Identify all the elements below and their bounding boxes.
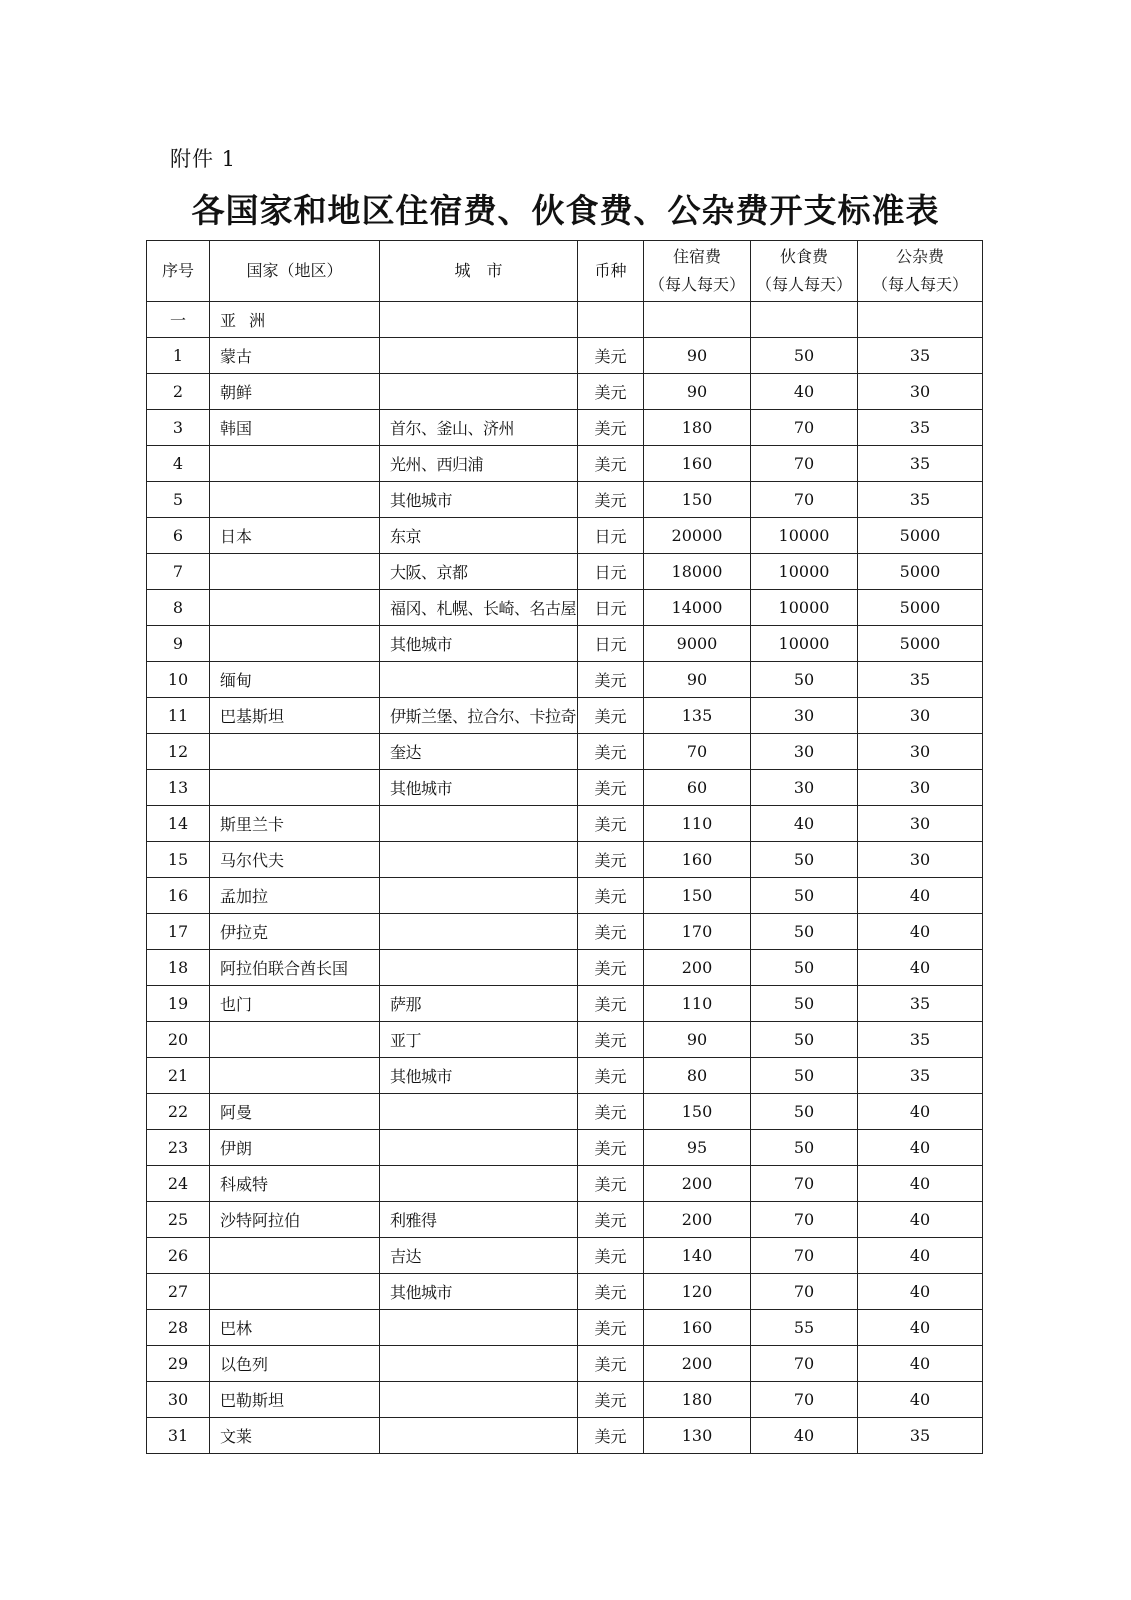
cell-meals: 70 [751,1202,858,1238]
cell-city: 大阪、京都 [380,554,578,590]
cell-country [210,446,380,482]
cell-misc: 40 [858,878,983,914]
cell-meals: 50 [751,662,858,698]
cell-misc: 40 [858,1310,983,1346]
cell-currency: 美元 [578,1202,644,1238]
header-meals [751,241,858,302]
cell-meals: 30 [751,770,858,806]
cell-city [380,806,578,842]
cell-index: 13 [147,770,210,806]
header-country: 国家（地区） [210,241,380,302]
cell-index: 8 [147,590,210,626]
cell-misc: 35 [858,1022,983,1058]
cell-city [380,1310,578,1346]
cell-index: 18 [147,950,210,986]
cell-meals: 30 [751,734,858,770]
header-lodging-label: 住宿费 [672,247,721,266]
table-row [147,1166,983,1202]
cell-lodging: 90 [644,662,751,698]
cell-meals: 70 [751,1346,858,1382]
cell-country: 伊拉克 [210,914,380,950]
cell-city: 亚丁 [380,1022,578,1058]
cell-misc: 5000 [858,518,983,554]
cell-country [210,1274,380,1310]
cell-lodging: 18000 [644,554,751,590]
cell-city [380,1346,578,1382]
cell-city [380,1382,578,1418]
cell-misc: 40 [858,950,983,986]
cell-currency: 美元 [578,842,644,878]
cell-currency: 美元 [578,878,644,914]
cell-misc: 35 [858,410,983,446]
cell-meals: 10000 [751,626,858,662]
table-row [147,734,983,770]
cell-misc: 5000 [858,554,983,590]
cell-lodging: 9000 [644,626,751,662]
cell-index: 14 [147,806,210,842]
cell-meals: 40 [751,374,858,410]
table-row [147,806,983,842]
cell-city: 光州、西归浦 [380,446,578,482]
table-row [147,878,983,914]
cell-country [210,770,380,806]
cell-meals: 50 [751,338,858,374]
cell-lodging: 110 [644,806,751,842]
cell-currency: 美元 [578,446,644,482]
cell-index: 21 [147,1058,210,1094]
cell-misc: 40 [858,1238,983,1274]
cell-country: 阿拉伯联合酋长国 [210,950,380,986]
cell-index: 一 [147,302,210,338]
cell-lodging: 90 [644,1022,751,1058]
cell-city: 其他城市 [380,1274,578,1310]
cell-meals: 50 [751,1058,858,1094]
cell-currency: 美元 [578,1094,644,1130]
cell-country: 孟加拉 [210,878,380,914]
cell-city [380,1166,578,1202]
table-header-row [147,241,983,302]
cell-currency: 美元 [578,698,644,734]
cell-lodging: 150 [644,482,751,518]
cell-misc: 35 [858,986,983,1022]
cell-index: 11 [147,698,210,734]
cell-city [380,914,578,950]
cell-currency: 美元 [578,806,644,842]
cell-lodging: 95 [644,1130,751,1166]
cell-lodging: 90 [644,374,751,410]
cell-lodging: 110 [644,986,751,1022]
cell-city: 首尔、釜山、济州 [380,410,578,446]
table-row [147,1022,983,1058]
cell-city [380,374,578,410]
cell-country: 也门 [210,986,380,1022]
cell-index: 5 [147,482,210,518]
cell-city: 吉达 [380,1238,578,1274]
table-row [147,986,983,1022]
cell-lodging: 80 [644,1058,751,1094]
cell-city: 东京 [380,518,578,554]
cell-index: 16 [147,878,210,914]
cell-country: 阿曼 [210,1094,380,1130]
cell-lodging: 20000 [644,518,751,554]
cell-country [210,1238,380,1274]
table-row [147,1346,983,1382]
cell-country [210,590,380,626]
cell-index: 23 [147,1130,210,1166]
cell-misc: 5000 [858,626,983,662]
cell-lodging: 135 [644,698,751,734]
cell-meals: 70 [751,1382,858,1418]
cell-meals: 70 [751,1274,858,1310]
cell-lodging: 160 [644,1310,751,1346]
table-row [147,302,983,338]
cell-index: 30 [147,1382,210,1418]
cell-country: 科威特 [210,1166,380,1202]
table-row [147,1058,983,1094]
cell-currency: 美元 [578,374,644,410]
table-row [147,842,983,878]
cell-city [380,878,578,914]
cell-meals: 50 [751,950,858,986]
header-meals-sub: （每人每天） [755,275,852,294]
cell-currency: 美元 [578,950,644,986]
cell-index: 26 [147,1238,210,1274]
cell-index: 17 [147,914,210,950]
cell-meals: 70 [751,482,858,518]
cell-lodging: 200 [644,1346,751,1382]
header-lodging-sub: （每人每天） [648,275,745,294]
cell-meals: 10000 [751,590,858,626]
cell-misc: 30 [858,734,983,770]
cell-meals: 50 [751,914,858,950]
header-meals-label: 伙食费 [779,247,828,266]
cell-currency: 美元 [578,986,644,1022]
cell-currency: 美元 [578,1166,644,1202]
cell-currency: 美元 [578,1022,644,1058]
cell-meals: 70 [751,410,858,446]
standards-table-container [146,240,982,1454]
table-row [147,1094,983,1130]
cell-misc: 35 [858,1058,983,1094]
cell-currency: 美元 [578,1058,644,1094]
cell-city [380,338,578,374]
cell-misc: 35 [858,662,983,698]
cell-country: 斯里兰卡 [210,806,380,842]
cell-lodging: 90 [644,338,751,374]
cell-meals: 50 [751,842,858,878]
cell-index: 27 [147,1274,210,1310]
cell-country: 巴勒斯坦 [210,1382,380,1418]
cell-misc: 30 [858,374,983,410]
cell-lodging: 160 [644,842,751,878]
cell-meals: 50 [751,1130,858,1166]
cell-misc: 40 [858,1166,983,1202]
cell-lodging: 14000 [644,590,751,626]
header-index: 序号 [147,241,210,302]
cell-index: 1 [147,338,210,374]
cell-lodging: 180 [644,1382,751,1418]
standards-table [146,240,983,1454]
cell-misc: 40 [858,1274,983,1310]
cell-lodging: 120 [644,1274,751,1310]
cell-currency: 美元 [578,1274,644,1310]
cell-index: 6 [147,518,210,554]
table-row [147,554,983,590]
table-row [147,626,983,662]
cell-meals: 10000 [751,518,858,554]
table-row [147,1418,983,1454]
cell-country: 以色列 [210,1346,380,1382]
cell-currency: 美元 [578,914,644,950]
cell-country: 巴林 [210,1310,380,1346]
cell-meals: 40 [751,806,858,842]
cell-currency: 美元 [578,1382,644,1418]
cell-index: 25 [147,1202,210,1238]
table-row [147,1238,983,1274]
cell-misc: 30 [858,770,983,806]
cell-city: 福冈、札幌、长崎、名古屋 [380,590,578,626]
header-misc-sub: （每人每天） [871,275,968,294]
cell-country [210,1058,380,1094]
cell-index: 29 [147,1346,210,1382]
cell-country: 沙特阿拉伯 [210,1202,380,1238]
table-row [147,482,983,518]
cell-meals: 40 [751,1418,858,1454]
table-row [147,410,983,446]
cell-misc: 30 [858,842,983,878]
cell-index: 22 [147,1094,210,1130]
cell-misc: 40 [858,1094,983,1130]
cell-misc: 40 [858,1130,983,1166]
table-row [147,374,983,410]
table-row [147,1130,983,1166]
cell-index: 4 [147,446,210,482]
cell-misc: 40 [858,1382,983,1418]
table-row [147,590,983,626]
cell-lodging: 200 [644,950,751,986]
cell-index: 9 [147,626,210,662]
cell-meals: 30 [751,698,858,734]
cell-country [210,734,380,770]
table-row [147,914,983,950]
table-row [147,950,983,986]
cell-lodging: 180 [644,410,751,446]
cell-currency [578,302,644,338]
table-header [147,241,983,302]
cell-meals: 70 [751,1238,858,1274]
table-row [147,1310,983,1346]
header-lodging [644,241,751,302]
cell-meals: 50 [751,1022,858,1058]
table-row [147,1202,983,1238]
cell-currency: 美元 [578,338,644,374]
cell-misc: 5000 [858,590,983,626]
cell-currency: 日元 [578,590,644,626]
cell-currency: 美元 [578,1130,644,1166]
cell-city: 其他城市 [380,626,578,662]
cell-currency: 日元 [578,554,644,590]
cell-country: 朝鲜 [210,374,380,410]
cell-city: 其他城市 [380,770,578,806]
cell-city: 伊斯兰堡、拉合尔、卡拉奇 [380,698,578,734]
cell-misc: 35 [858,338,983,374]
cell-misc: 30 [858,806,983,842]
cell-index: 3 [147,410,210,446]
cell-index: 20 [147,1022,210,1058]
cell-index: 2 [147,374,210,410]
attachment-label: 附件 1 [170,147,237,171]
cell-meals [751,302,858,338]
cell-city: 萨那 [380,986,578,1022]
cell-currency: 美元 [578,770,644,806]
cell-meals: 70 [751,446,858,482]
cell-country [210,554,380,590]
cell-index: 19 [147,986,210,1022]
cell-misc: 40 [858,1202,983,1238]
cell-meals: 10000 [751,554,858,590]
cell-currency: 美元 [578,1310,644,1346]
cell-country: 巴基斯坦 [210,698,380,734]
cell-lodging: 130 [644,1418,751,1454]
cell-misc: 35 [858,482,983,518]
cell-city: 其他城市 [380,1058,578,1094]
cell-country: 亚 洲 [210,302,380,338]
cell-lodging: 160 [644,446,751,482]
cell-meals: 50 [751,1094,858,1130]
cell-lodging: 170 [644,914,751,950]
header-currency: 币种 [578,241,644,302]
cell-misc: 35 [858,446,983,482]
cell-lodging: 150 [644,878,751,914]
table-row [147,770,983,806]
cell-lodging: 150 [644,1094,751,1130]
cell-index: 28 [147,1310,210,1346]
cell-country: 缅甸 [210,662,380,698]
cell-country [210,482,380,518]
header-misc [858,241,983,302]
cell-lodging: 200 [644,1166,751,1202]
cell-country: 日本 [210,518,380,554]
table-row [147,1274,983,1310]
header-misc-label: 公杂费 [895,247,944,266]
cell-country: 马尔代夫 [210,842,380,878]
cell-city [380,950,578,986]
cell-index: 12 [147,734,210,770]
cell-city: 其他城市 [380,482,578,518]
table-body [147,302,983,1454]
cell-city [380,1130,578,1166]
cell-misc: 40 [858,1346,983,1382]
cell-country [210,1022,380,1058]
table-row [147,446,983,482]
cell-city [380,302,578,338]
cell-index: 31 [147,1418,210,1454]
cell-city [380,1418,578,1454]
cell-misc: 40 [858,914,983,950]
cell-lodging: 60 [644,770,751,806]
cell-city [380,1094,578,1130]
cell-currency: 美元 [578,734,644,770]
table-row [147,662,983,698]
cell-country: 文莱 [210,1418,380,1454]
cell-city [380,842,578,878]
cell-lodging [644,302,751,338]
table-row [147,1382,983,1418]
cell-currency: 日元 [578,518,644,554]
cell-meals: 50 [751,986,858,1022]
cell-lodging: 200 [644,1202,751,1238]
page-title: 各国家和地区住宿费、伙食费、公杂费开支标准表 [191,191,940,230]
cell-currency: 美元 [578,410,644,446]
cell-currency: 美元 [578,482,644,518]
table-row [147,518,983,554]
cell-country: 伊朗 [210,1130,380,1166]
cell-misc: 30 [858,698,983,734]
cell-city [380,662,578,698]
cell-currency: 美元 [578,1418,644,1454]
cell-currency: 美元 [578,662,644,698]
cell-index: 7 [147,554,210,590]
cell-country: 韩国 [210,410,380,446]
cell-currency: 日元 [578,626,644,662]
cell-currency: 美元 [578,1238,644,1274]
cell-index: 10 [147,662,210,698]
cell-country: 蒙古 [210,338,380,374]
cell-currency: 美元 [578,1346,644,1382]
table-row [147,338,983,374]
cell-misc [858,302,983,338]
cell-meals: 55 [751,1310,858,1346]
cell-meals: 50 [751,878,858,914]
header-city: 城 市 [380,241,578,302]
cell-index: 15 [147,842,210,878]
cell-lodging: 140 [644,1238,751,1274]
cell-country [210,626,380,662]
table-row [147,698,983,734]
cell-city: 利雅得 [380,1202,578,1238]
cell-city: 奎达 [380,734,578,770]
cell-lodging: 70 [644,734,751,770]
cell-meals: 70 [751,1166,858,1202]
cell-misc: 35 [858,1418,983,1454]
cell-index: 24 [147,1166,210,1202]
